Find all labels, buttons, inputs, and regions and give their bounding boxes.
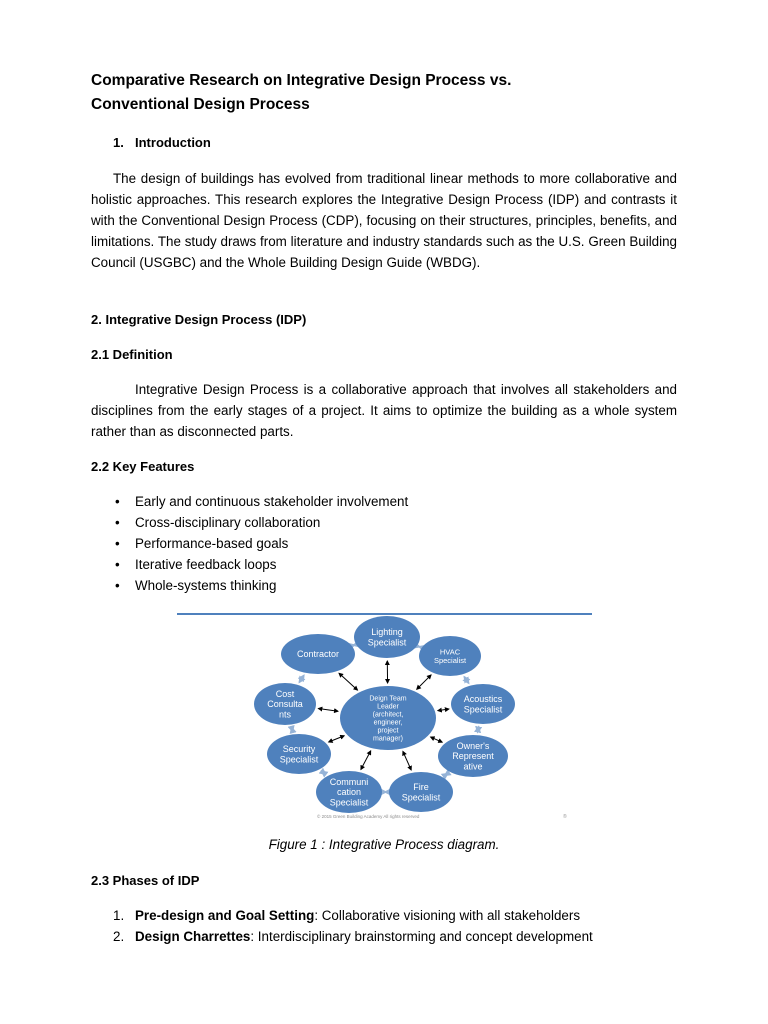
node-label: cation: [336, 787, 362, 798]
list-item-text: Early and continuous stakeholder involvement: [135, 494, 409, 509]
document-title-line-2: Conventional Design Process: [91, 96, 310, 113]
list-item-text: Performance-based goals: [135, 536, 289, 551]
node-label: Leader: [377, 703, 399, 711]
list-number: 2.: [113, 929, 125, 944]
node-label: (architect,: [372, 711, 404, 719]
figure-copyright: © 2015 Green Building Academy All rights reserved: [317, 814, 420, 819]
node-label: Contractor: [296, 649, 340, 660]
node-label: Specialist: [329, 797, 369, 808]
node-label: Security: [282, 743, 316, 754]
design-team-leader-node: [340, 686, 436, 750]
section-heading-phases: 2.3 Phases of IDP: [91, 873, 200, 888]
owners-representative-node: [438, 735, 508, 777]
spoke-arrow: [403, 751, 411, 770]
spoke-arrow: [438, 709, 449, 711]
list-item: [113, 512, 408, 533]
fire-specialist-node: [389, 772, 453, 812]
node-label: HVAC: [439, 647, 461, 657]
key-features-list: [113, 491, 408, 596]
list-item-text: Cross-disciplinary collaboration: [135, 515, 321, 530]
cycle-arrow: [322, 771, 326, 774]
bullet-icon: •: [115, 557, 120, 572]
cycle-arrow: [299, 675, 304, 682]
phase-description: : Collaborative visioning with all stakeholders: [314, 908, 581, 923]
list-item-text: Whole-systems thinking: [135, 578, 277, 593]
node-label: nts: [278, 709, 292, 720]
cycle-arrow: [478, 727, 479, 732]
node-label: Owner's: [456, 740, 490, 751]
node-label: engineer,: [373, 719, 403, 727]
list-item: [113, 554, 408, 575]
spoke-arrow: [431, 737, 443, 742]
cycle-arrow: [292, 728, 293, 732]
phase-name: Design Charrettes: [135, 929, 251, 944]
section-heading-idp: 2. Integrative Design Process (IDP): [91, 312, 307, 327]
security-specialist-node: [267, 734, 331, 774]
bullet-icon: •: [115, 494, 120, 509]
spoke-arrow: [339, 673, 357, 690]
bullet-icon: •: [115, 536, 120, 551]
spoke-arrow: [417, 675, 431, 689]
phase-name: Pre-design and Goal Setting: [135, 908, 315, 923]
node-label: project: [377, 727, 399, 735]
node-label: Consulta: [267, 699, 303, 710]
node-label: Specialist: [433, 655, 467, 665]
node-label: Specialist: [367, 637, 407, 648]
contractor-node: [281, 634, 355, 674]
section-heading-key-features: 2.2 Key Features: [91, 459, 195, 474]
communication-specialist-node: [316, 771, 382, 813]
spoke-arrow: [329, 736, 345, 742]
node-label: Specialist: [401, 792, 441, 803]
section-heading-definition: 2.1 Definition: [91, 347, 173, 362]
lighting-specialist-node: [354, 616, 420, 658]
section-title: Introduction: [135, 135, 211, 150]
spoke-arrow: [361, 751, 371, 770]
node-label: Communi: [329, 776, 369, 787]
node-label: Specialist: [463, 704, 503, 715]
cycle-arrow: [445, 774, 448, 776]
list-item: [113, 491, 408, 512]
document-title-line-1: Comparative Research on Integrative Design Process vs.: [91, 72, 512, 89]
figure-mark-icon: ®: [563, 814, 567, 820]
list-item-text: Iterative feedback loops: [135, 557, 277, 572]
list-number: 1.: [113, 908, 125, 923]
node-label: ative: [463, 761, 483, 772]
node-label: Acoustics: [463, 693, 503, 704]
bullet-icon: •: [115, 578, 120, 593]
spoke-arrow: [318, 709, 338, 712]
cost-consultants-node: [254, 683, 316, 725]
phase-description: : Interdisciplinary brainstorming and concept development: [250, 929, 593, 944]
node-label: Specialist: [279, 754, 319, 765]
integrative-process-diagram: [177, 612, 592, 822]
list-item: [113, 575, 408, 596]
node-label: Deign Team: [369, 695, 407, 703]
section-number: 1.: [113, 135, 124, 150]
hvac-specialist-node: [419, 636, 481, 676]
acoustics-specialist-node: [451, 684, 515, 724]
diagram-nodes: [254, 616, 515, 813]
section-heading-introduction: [113, 135, 211, 150]
list-item: [113, 905, 593, 926]
node-label: Lighting: [371, 626, 403, 637]
cycle-arrow: [464, 677, 468, 683]
node-label: Fire: [413, 781, 429, 792]
list-item: [113, 533, 408, 554]
phases-list: [113, 905, 593, 947]
node-label: Cost: [275, 688, 295, 699]
figure-caption: Figure 1 : Integrative Process diagram.: [268, 837, 500, 852]
node-label: manager): [373, 735, 403, 743]
node-label: Represent: [452, 751, 494, 762]
definition-paragraph: Integrative Design Process is a collaborative approach that involves all stakeholders and disciplines from the early stages of a project. It aims to optimize the building as a whole system rather than as disconnected parts.: [91, 382, 677, 439]
introduction-paragraph: The design of buildings has evolved from traditional linear methods to more collaborative and holistic approaches. This research explores the Integrative Design Process (IDP) and contrasts it with the Conventional Design Process (CDP), focusing on their structures, principles, benefits, and limitations. The study draws from literature and industry standards such as the U.S. Green Building Council (USGBC) and the Whole Building Design Guide (WBDG).: [91, 171, 677, 270]
bullet-icon: •: [115, 515, 120, 530]
list-item: [113, 926, 593, 947]
